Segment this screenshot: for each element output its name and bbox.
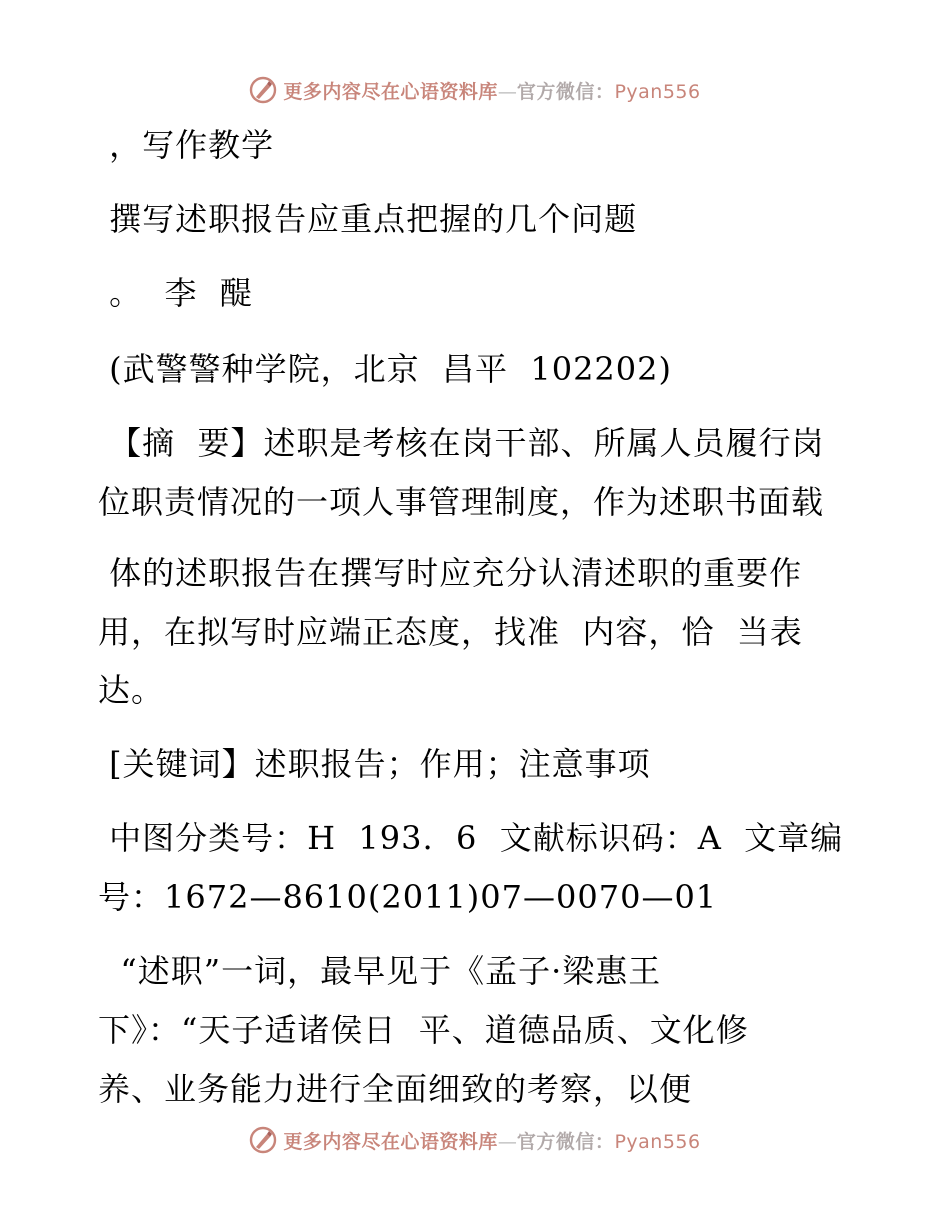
banner-dash: —	[497, 80, 515, 103]
doc-line-body-2: 下》：“天子适诸侯日 平、道德品质、文化修	[98, 1011, 749, 1049]
banner-subtitle: 官方微信：	[516, 80, 615, 103]
doc-line-body-1: “述职”一词，最早见于《孟子·梁惠王	[98, 952, 662, 990]
banner-text	[283, 77, 700, 104]
banner-wechat-id: Pyan556	[614, 80, 701, 103]
doc-line-abstract-3: 体的述职报告在撰写时应充分认清述职的重要作	[98, 554, 803, 592]
doc-line-abstract-5: 达。	[98, 671, 165, 709]
doc-line-author: 。 李 醍	[98, 274, 253, 312]
doc-line-title: 撰写述职报告应重点把握的几个问题	[98, 200, 638, 238]
pen-circle-logo-icon	[249, 76, 277, 104]
doc-line-affiliation: (武警警种学院，北京 昌平 102202)	[98, 350, 672, 388]
doc-line-abstract-2: 位职责情况的一项人事管理制度，作为述职书面载	[98, 483, 825, 521]
banner-text	[283, 1127, 700, 1154]
banner-subtitle: 官方微信：	[516, 1130, 615, 1153]
doc-line-abstract-4: 用，在拟写时应端正态度，找准 内容，恰 当表	[98, 613, 803, 651]
banner-dash: —	[497, 1130, 515, 1153]
banner-title: 更多内容尽在心语资料库	[283, 1130, 498, 1153]
doc-line-keywords: [关键词】述职报告；作用；注意事项	[98, 745, 651, 783]
doc-line-abstract-1: 【摘 要】述职是考核在岗干部、所属人员履行岗	[98, 424, 825, 462]
banner-title: 更多内容尽在心语资料库	[283, 80, 498, 103]
banner-wechat-id: Pyan556	[614, 1130, 701, 1153]
pen-circle-logo-icon	[249, 1126, 277, 1154]
doc-line-body-3: 养、业务能力进行全面细致的考察，以便	[98, 1070, 693, 1108]
doc-line-classification-2: 号：1672—8610(2011)07—0070—01	[98, 878, 718, 916]
doc-line-classification-1: 中图分类号：H 193. 6 文献标识码：A 文章编	[98, 819, 844, 857]
doc-line-section: ，写作教学	[98, 126, 275, 164]
footer-banner	[0, 1120, 950, 1160]
header-banner	[0, 70, 950, 110]
